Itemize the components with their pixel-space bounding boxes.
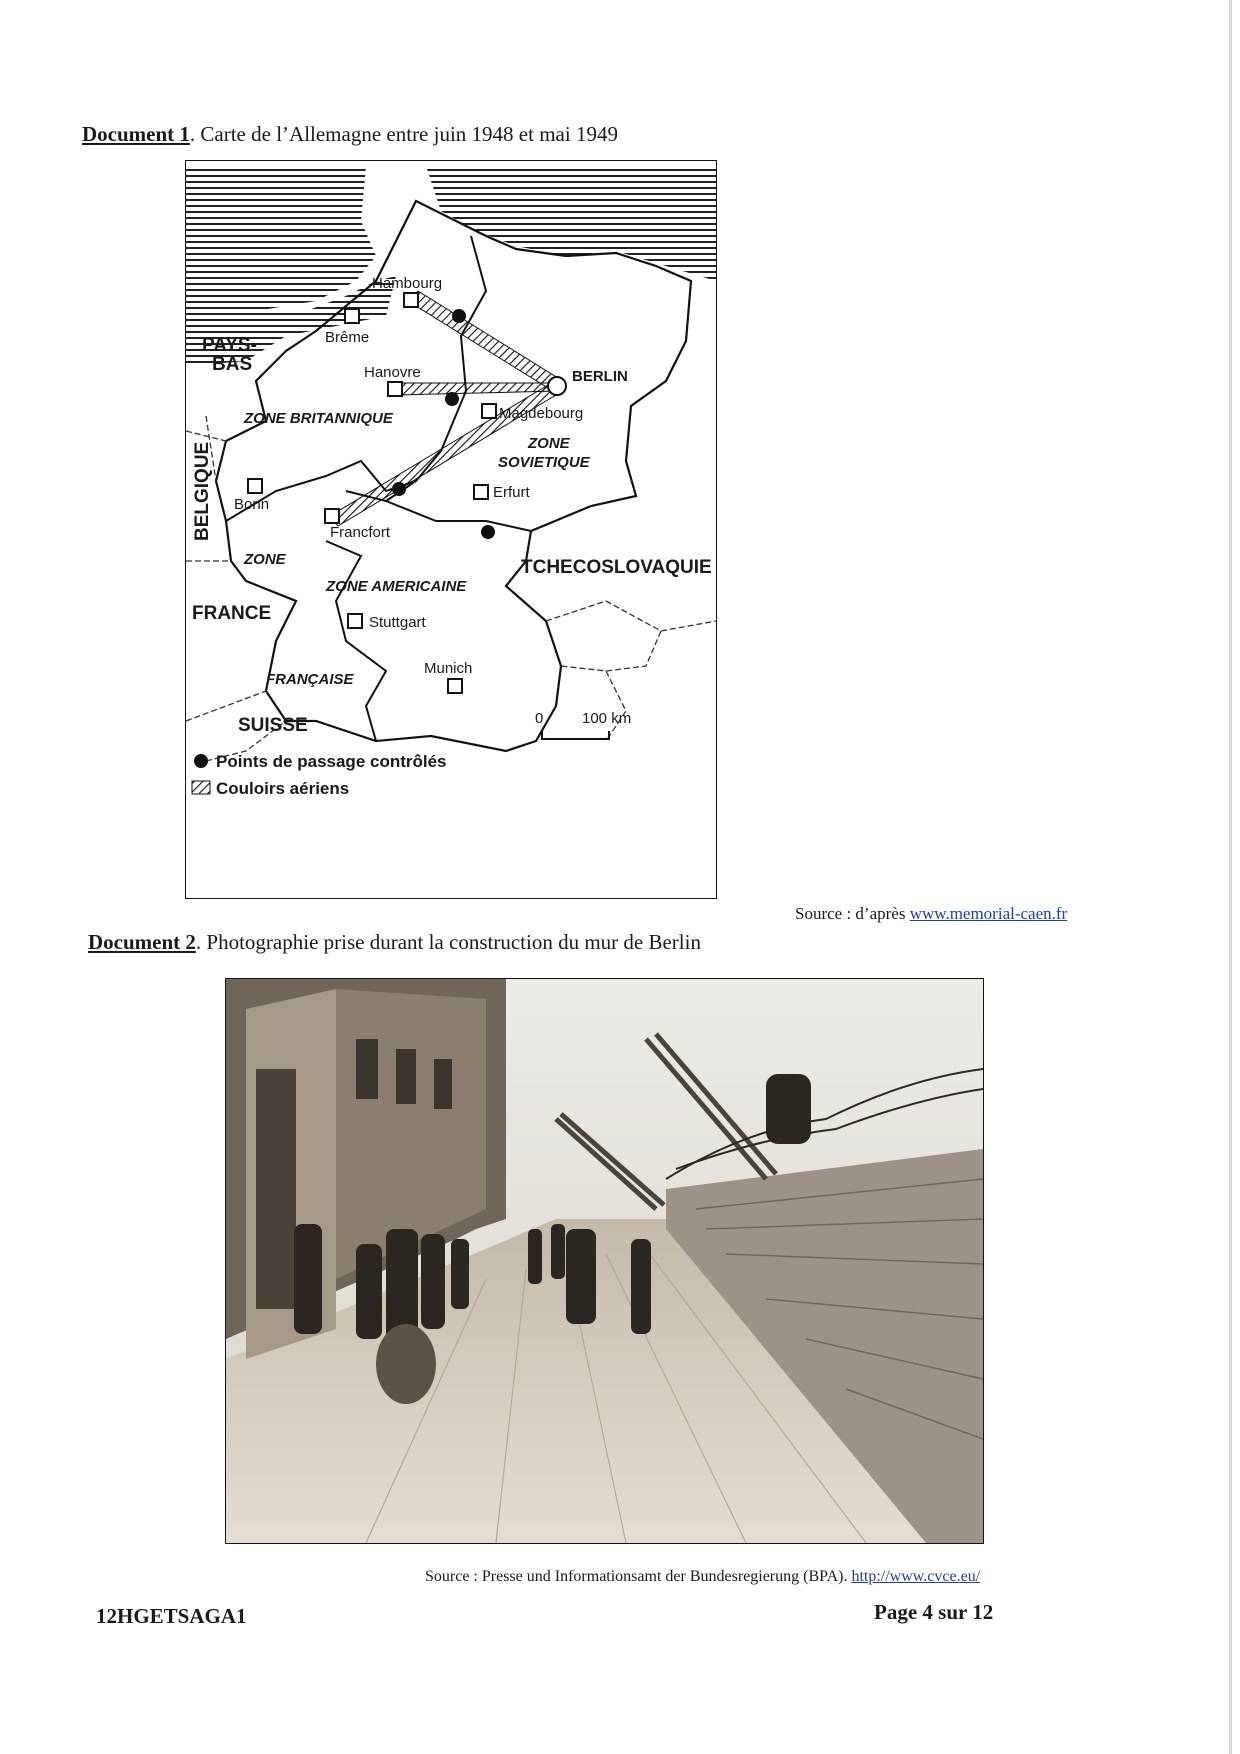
germany-map <box>185 160 717 899</box>
zone-britannique-label: ZONE BRITANNIQUE <box>244 410 393 427</box>
city-breme: Brême <box>325 329 370 346</box>
city-bonn: Bonn <box>234 496 270 513</box>
country-tchecoslovaquie: TCHECOSLOVAQUIE <box>521 557 712 578</box>
scale-distance: 100 km <box>582 710 632 727</box>
photo-doorway <box>256 1069 296 1309</box>
city-stuttgart: Stuttgart <box>369 614 426 631</box>
country-france: FRANCE <box>192 603 272 624</box>
city-erfurt: Erfurt <box>493 484 530 501</box>
zone-americaine-label: ZONE AMERICAINE <box>326 578 467 595</box>
checkpoint-southwest <box>392 482 406 496</box>
zone-border-french <box>326 541 386 741</box>
city-marker-francfort <box>325 509 339 523</box>
document-1-source-prefix: Source : d’après <box>795 904 910 923</box>
berlin-wall-photo-figure <box>226 979 983 1543</box>
city-marker-hambourg <box>404 293 418 307</box>
zone-sovietique-label-2: SOVIETIQUE <box>498 454 590 471</box>
country-pays-bas-2: BAS <box>212 354 253 375</box>
document-1-title: . Carte de l’Allemagne entre juin 1948 et mai 1949 <box>189 122 618 146</box>
city-marker-stuttgart <box>348 614 362 628</box>
checkpoint-south <box>481 525 495 539</box>
berlin-wall-photograph <box>225 978 984 1544</box>
berlin-marker <box>548 377 566 395</box>
country-suisse: SUISSE <box>238 715 308 736</box>
zone-francaise-label-2: FRANÇAISE <box>266 671 354 688</box>
city-marker-bonn <box>248 479 262 493</box>
photo-window-2 <box>396 1049 416 1104</box>
zone-border-soviet-south <box>386 501 531 531</box>
legend-checkpoints: Points de passage contrôlés <box>216 752 447 771</box>
document-1-source <box>795 904 1067 924</box>
country-pays-bas-1: PAYS- <box>202 335 257 356</box>
germany-map-figure <box>186 161 716 898</box>
city-hambourg: Hambourg <box>372 275 443 292</box>
checkpoint-north <box>452 309 466 323</box>
photo-window-3 <box>434 1059 452 1109</box>
document-1-source-link[interactable]: www.memorial-caen.fr <box>909 904 1068 923</box>
legend-checkpoint-icon <box>194 754 208 768</box>
zone-sovietique-label-1: ZONE <box>528 435 570 452</box>
zone-francaise-label-1: ZONE <box>244 551 286 568</box>
legend-air-corridors: Couloirs aériens <box>216 779 350 798</box>
air-corridor-hambourg-berlin <box>408 291 566 393</box>
city-hanovre: Hanovre <box>364 364 421 381</box>
photo-barrel <box>376 1324 436 1404</box>
city-berlin: BERLIN <box>572 368 628 385</box>
document-2-heading <box>88 930 701 955</box>
city-francfort: Francfort <box>330 524 391 541</box>
city-marker-magdebourg <box>482 404 496 418</box>
baltic-sea <box>426 166 716 281</box>
document-2-source-prefix: Source : Presse und Informationsamt der Bundesregierung (BPA). <box>425 1568 852 1585</box>
country-belgique: BELGIQUE <box>192 441 213 541</box>
city-marker-hanovre <box>388 382 402 396</box>
document-1-heading <box>82 122 618 147</box>
city-munich: Munich <box>424 660 473 677</box>
document-2-source <box>425 1568 980 1586</box>
city-marker-breme <box>345 309 359 323</box>
scale-bar <box>542 731 609 739</box>
city-marker-erfurt <box>474 485 488 499</box>
checkpoint-west <box>445 392 459 406</box>
document-2-label: Document 2 <box>88 930 196 954</box>
legend-corridor-icon <box>192 781 210 794</box>
document-2-source-link[interactable]: http://www.cvce.eu/ <box>851 1568 981 1585</box>
scale-zero: 0 <box>535 710 544 727</box>
document-1-label: Document 1 <box>82 122 190 146</box>
photo-window-1 <box>356 1039 378 1099</box>
footer-page-number: Page 4 sur 12 <box>874 1600 994 1624</box>
footer-code: 12HGETSAGA1 <box>96 1604 247 1628</box>
city-magdebourg: Magdebourg <box>499 405 584 422</box>
document-2-title: . Photographie prise durant la construction du mur de Berlin <box>195 930 701 954</box>
scan-edge <box>1229 0 1232 1754</box>
city-marker-munich <box>448 679 462 693</box>
